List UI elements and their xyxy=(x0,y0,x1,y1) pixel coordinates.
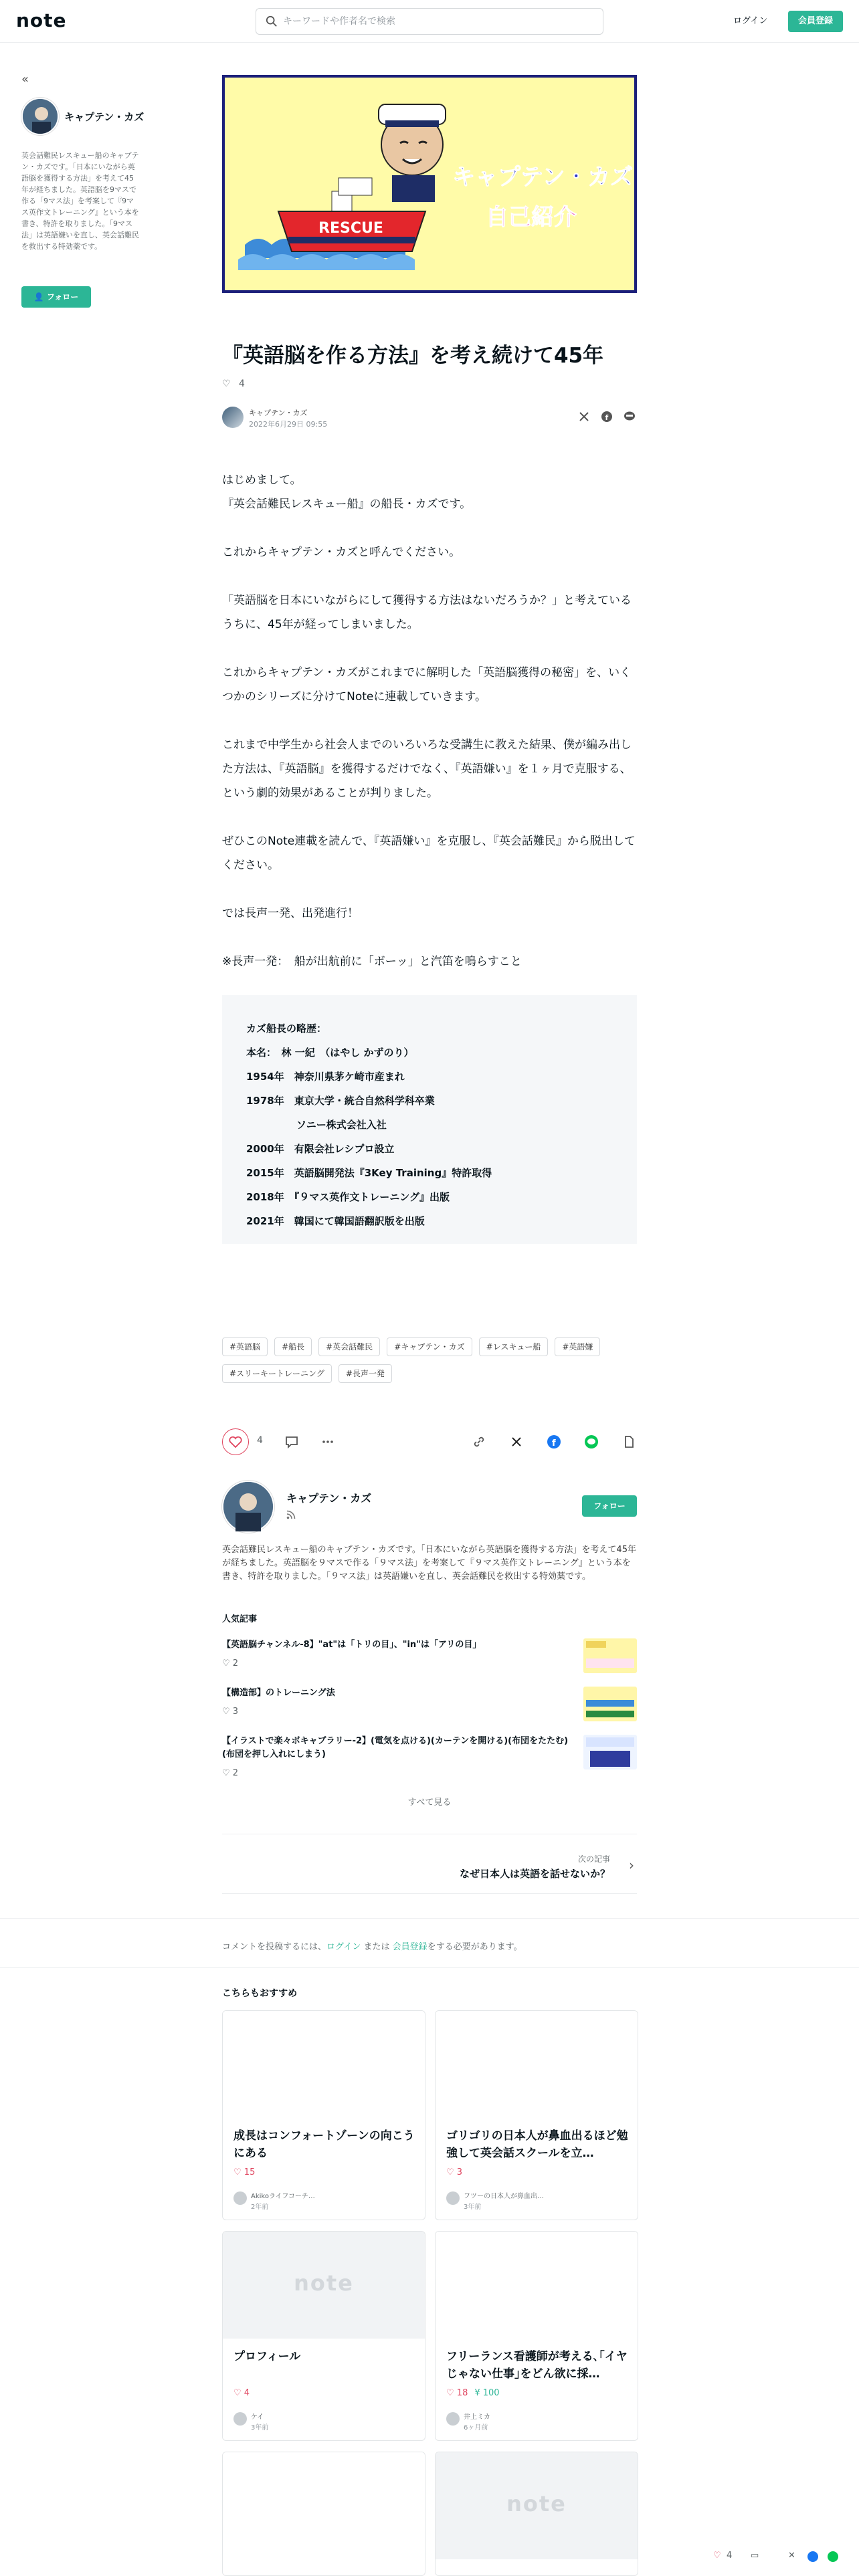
card-date: 3年前 xyxy=(464,2204,482,2211)
article-hero-image xyxy=(222,75,637,293)
card-date: 2年前 xyxy=(251,2204,269,2211)
profile-row: 2000年 有限会社レシプロ設立 xyxy=(246,1143,395,1155)
card-author-avatar xyxy=(446,2412,460,2426)
creator-description: 英会話難民レスキュー船のキャプテン・カズです。「日本にいながら英語脳を獲得する方法」を考えて45年が経ちました。英語脳を９マスで作る「９マス法」を考案して『９マス英作文トレーニング』という本を書き、特許を取りました。「９マス法」は英語嫌いを直し、英会話難民を救出する特効薬です。 xyxy=(222,1545,636,1582)
card-title: フリーランス看護師が考える､｢イヤじゃない仕事｣をどん欲に採… xyxy=(446,2350,628,2381)
link-copy-icon[interactable] xyxy=(471,1434,487,1450)
body-paragraph: 「英語脳を日本にいながらにして獲得する方法はないだろうか？」と考えているうちに、45年が経ってしまいました。 xyxy=(222,594,632,631)
x-share-icon[interactable] xyxy=(578,411,591,424)
like-count: 3 xyxy=(232,1707,239,1717)
facebook-share-icon[interactable] xyxy=(546,1434,562,1450)
card-thumbnail xyxy=(223,2452,425,2559)
card-tip-amount: ¥ 100 xyxy=(474,2388,500,2398)
heart-icon: ♡ xyxy=(233,2167,242,2177)
card-thumbnail xyxy=(223,2011,425,2118)
recommended-article-card[interactable] xyxy=(435,2231,638,2441)
card-thumbnail xyxy=(436,2011,638,2118)
body-paragraph: では長声一発、出発進行！ xyxy=(222,907,359,920)
hashtag[interactable]: #長声一発 xyxy=(339,1364,392,1383)
card-author-name: ケイ xyxy=(251,2413,264,2421)
recommendations-heading: こちらもおすすめ xyxy=(222,1988,298,1999)
comment-icon[interactable]: ▭ xyxy=(751,2551,759,2561)
popular-article-item[interactable] xyxy=(222,1638,637,1685)
hashtag[interactable]: #英語嫌 xyxy=(555,1337,600,1356)
like-count: 4 xyxy=(244,2388,250,2398)
card-likes xyxy=(446,2167,462,2177)
profile-summary-box xyxy=(222,995,637,1244)
share-icons xyxy=(578,411,637,424)
popular-articles-heading: 人気記事 xyxy=(222,1614,258,1624)
card-author-name: 井上ミカ xyxy=(464,2413,490,2421)
follow-label: フォロー xyxy=(46,292,79,302)
popular-article-likes xyxy=(222,1707,238,1717)
comment-note-text: をする必要があります。 xyxy=(427,1942,522,1952)
popular-article-thumbnail xyxy=(583,1638,637,1673)
section-divider xyxy=(0,1918,859,1919)
hero-ship-text: RESCUE xyxy=(318,220,383,237)
chevron-right-icon: › xyxy=(629,1857,634,1873)
section-divider xyxy=(0,1967,859,1968)
floating-like-count: 4 xyxy=(727,2551,733,2561)
card-likes xyxy=(233,2388,250,2398)
search-box[interactable] xyxy=(256,8,603,35)
card-likes xyxy=(233,2167,255,2177)
card-author-name: フツーの日本人が鼻血出… xyxy=(464,2193,544,2200)
sidebar-follow-button[interactable] xyxy=(21,286,91,308)
card-likes xyxy=(446,2388,500,2398)
comment-login-link[interactable]: ログイン xyxy=(326,1942,361,1952)
comment-note-text: コメントを投稿するには、 xyxy=(222,1942,327,1952)
heart-icon[interactable]: ♡ xyxy=(713,2551,721,2561)
article-like-counter[interactable] xyxy=(222,379,245,395)
like-count: 18 xyxy=(456,2388,468,2398)
hero-title-line1: キャプテン・カズ xyxy=(452,164,634,191)
recommended-article-card[interactable] xyxy=(435,2010,638,2220)
recommended-article-card[interactable] xyxy=(222,2231,425,2441)
line-share-icon[interactable] xyxy=(624,411,637,424)
article-action-bar xyxy=(222,1427,637,1457)
line-share-icon[interactable] xyxy=(827,2551,839,2565)
popular-article-title: 【イラストで楽々ボキャブラリー-2】(電気を点ける)(カーテンを開ける)(布団をたたむ)(布団を押し入れにしまう) xyxy=(222,1736,569,1759)
see-all-link[interactable]: すべて見る xyxy=(407,1798,452,1808)
card-title: 成長はコンフォートゾーンの向こうにある xyxy=(233,2129,415,2160)
hashtag[interactable]: #英会話難民 xyxy=(318,1337,380,1356)
card-author-name: Akikoライフコーチ… xyxy=(251,2193,315,2200)
heart-icon: ♡ xyxy=(222,379,231,389)
popular-article-likes xyxy=(222,1658,238,1669)
article-author-row xyxy=(222,405,637,432)
creator-follow-button[interactable]: フォロー xyxy=(582,1495,637,1517)
like-button[interactable] xyxy=(222,1428,249,1455)
hashtag[interactable]: #キャプテン・カズ xyxy=(387,1337,472,1356)
more-options-icon[interactable] xyxy=(320,1434,336,1450)
login-button[interactable]: ログイン xyxy=(733,16,768,26)
popular-article-title: 【構造部】のトレーニング法 xyxy=(222,1688,335,1698)
heart-icon: ♡ xyxy=(446,2388,454,2398)
floating-action-bar xyxy=(709,2547,856,2568)
hero-title-line2: 自己紹介 xyxy=(486,204,577,231)
card-title: プロフィール xyxy=(233,2350,301,2363)
body-paragraph: ※長声一発： 船が出航前に「ボーッ」と汽笛を鳴らすこと xyxy=(222,955,522,968)
card-author-avatar xyxy=(233,2191,247,2205)
signup-button[interactable]: 会員登録 xyxy=(788,11,843,32)
card-author-avatar xyxy=(446,2191,460,2205)
add-user-icon: 👤 xyxy=(33,292,44,302)
note-logo-placeholder: note xyxy=(506,2491,567,2516)
next-article-link[interactable] xyxy=(222,1834,637,1894)
like-count: 2 xyxy=(232,1658,239,1669)
next-article-label: 次の記事 xyxy=(577,1854,610,1864)
article-body xyxy=(222,468,637,998)
popular-article-thumbnail xyxy=(583,1735,637,1769)
heart-icon: ♡ xyxy=(222,1768,230,1778)
comment-icon[interactable] xyxy=(284,1434,300,1450)
heart-icon: ♡ xyxy=(222,1658,230,1669)
popular-article-title: 【英語脳チャンネル-8】"at"は「トリの目」、"in"は「アリの目」 xyxy=(222,1640,482,1650)
embed-icon[interactable] xyxy=(621,1434,637,1450)
profile-row: 1954年 神奈川県茅ケ崎市産まれ xyxy=(246,1071,405,1083)
x-share-icon[interactable] xyxy=(508,1434,524,1450)
profile-row: 本名： 林 一紀 （はやし かずのり） xyxy=(246,1047,414,1059)
popular-article-thumbnail xyxy=(583,1687,637,1721)
svg-text:f: f xyxy=(605,413,609,422)
note-logo-placeholder: note xyxy=(294,2270,354,2296)
heart-icon: ♡ xyxy=(222,1707,230,1717)
sidebar-creator-name[interactable]: キャプテン・カズ xyxy=(64,111,145,123)
card-thumbnail xyxy=(436,2232,638,2339)
body-paragraph: これからキャプテン・カズがこれまでに解明した「英語脳獲得の秘密」を、いくつかのシリーズに分けてNoteに連載していきます。 xyxy=(222,666,632,704)
heart-icon xyxy=(223,1429,248,1455)
like-count: 3 xyxy=(456,2167,463,2177)
author-avatar[interactable] xyxy=(222,407,244,428)
profile-row: カズ船長の略歴： xyxy=(246,1023,327,1035)
recommended-article-card[interactable] xyxy=(222,2452,425,2576)
profile-row: ソニー株式会社入社 xyxy=(246,1119,387,1131)
search-input[interactable] xyxy=(283,9,591,34)
profile-row: 1978年 東京大学・統合自然科学科卒業 xyxy=(246,1095,435,1107)
next-article-title: なぜ日本人は英語を話せないか？ xyxy=(459,1868,610,1880)
like-count: 4 xyxy=(257,1435,263,1446)
x-share-icon[interactable]: ✕ xyxy=(788,2551,795,2561)
card-thumbnail-placeholder xyxy=(436,2452,638,2559)
body-paragraph: はじめまして。 『英会話難民レスキュー船』の船長・カズです。 xyxy=(222,473,472,511)
facebook-share-icon[interactable] xyxy=(601,411,614,424)
rss-icon[interactable] xyxy=(286,1510,296,1519)
svg-text:f: f xyxy=(552,1438,556,1448)
hashtag[interactable]: #船長 xyxy=(274,1337,312,1356)
card-date: 6ヶ月前 xyxy=(464,2424,488,2432)
card-author-avatar xyxy=(233,2412,247,2426)
search-icon xyxy=(266,15,278,27)
recommended-article-card[interactable] xyxy=(435,2452,638,2576)
sidebar-creator-description: 英会話難民レスキュー船のキャプテン・カズです。「日本にいながら英語脳を獲得する方法」を考えて45年が経ちました。英語脳を9マスで作る「9マス法」を考案して『9マス英作文トレーニング』という本を書き、特許を取りました。「9マス法」は英語嫌いを直し、英会話難民を救出する特効薬です。 xyxy=(21,151,139,251)
hashtag[interactable]: #レスキュー船 xyxy=(479,1337,549,1356)
comment-login-note xyxy=(222,1939,522,1952)
popular-article-likes xyxy=(222,1768,238,1778)
profile-row: 2021年 韓国にて韓国語翻訳版を出版 xyxy=(246,1215,425,1227)
card-date: 3年前 xyxy=(251,2424,269,2432)
author-name[interactable]: キャプテン・カズ xyxy=(249,409,308,417)
creator-avatar[interactable] xyxy=(222,1481,274,1533)
site-header xyxy=(0,0,859,43)
profile-row: 2018年 『９マス英作文トレーニング』出版 xyxy=(246,1191,450,1203)
hashtag[interactable]: #英語脳 xyxy=(222,1337,268,1356)
body-paragraph: これまで中学生から社会人までのいろいろな受講生に教えた結果、僕が編み出した方法は、『英語脳』を獲得するだけでなく、『英語嫌い』を１ヶ月で克服する、という劇的効果があることが判りました。 xyxy=(222,738,632,800)
body-paragraph: ぜひこのNote連載を読んで、『英語嫌い』を克服し、『英会話難民』から脱出してください。 xyxy=(222,835,636,872)
profile-row: 2015年 英語脳開発法『3Key Training』特許取得 xyxy=(246,1167,492,1179)
comment-note-text: または xyxy=(363,1942,390,1952)
facebook-share-icon[interactable] xyxy=(807,2551,819,2565)
recommended-article-card[interactable] xyxy=(222,2010,425,2220)
like-count: 4 xyxy=(239,379,245,389)
card-thumbnail-placeholder xyxy=(223,2232,425,2339)
publish-date: 2022年6月29日 09:55 xyxy=(249,420,328,429)
hashtag-list xyxy=(222,1337,637,1383)
hashtag[interactable]: #スリーキートレーニング xyxy=(222,1364,332,1383)
note-logo[interactable]: note xyxy=(16,9,67,31)
article-title: 『英語脳を作る方法』を考え続けて45年 xyxy=(222,344,604,368)
like-count: 2 xyxy=(232,1768,239,1778)
like-count: 15 xyxy=(244,2167,256,2177)
body-paragraph: これからキャプテン・カズと呼んでください。 xyxy=(222,546,461,559)
heart-icon: ♡ xyxy=(233,2388,242,2398)
comment-signup-link[interactable]: 会員登録 xyxy=(392,1942,427,1952)
line-share-icon[interactable] xyxy=(583,1434,599,1450)
heart-icon: ♡ xyxy=(446,2167,454,2177)
card-title: ゴリゴリの日本人が鼻血出るほど勉強して英会話スクールを立… xyxy=(446,2129,628,2160)
popular-article-item[interactable] xyxy=(222,1687,637,1733)
popular-article-item[interactable] xyxy=(222,1735,637,1782)
collapse-sidebar-icon[interactable]: « xyxy=(21,72,29,86)
creator-name[interactable]: キャプテン・カズ xyxy=(286,1492,372,1505)
avatar[interactable] xyxy=(21,98,59,135)
